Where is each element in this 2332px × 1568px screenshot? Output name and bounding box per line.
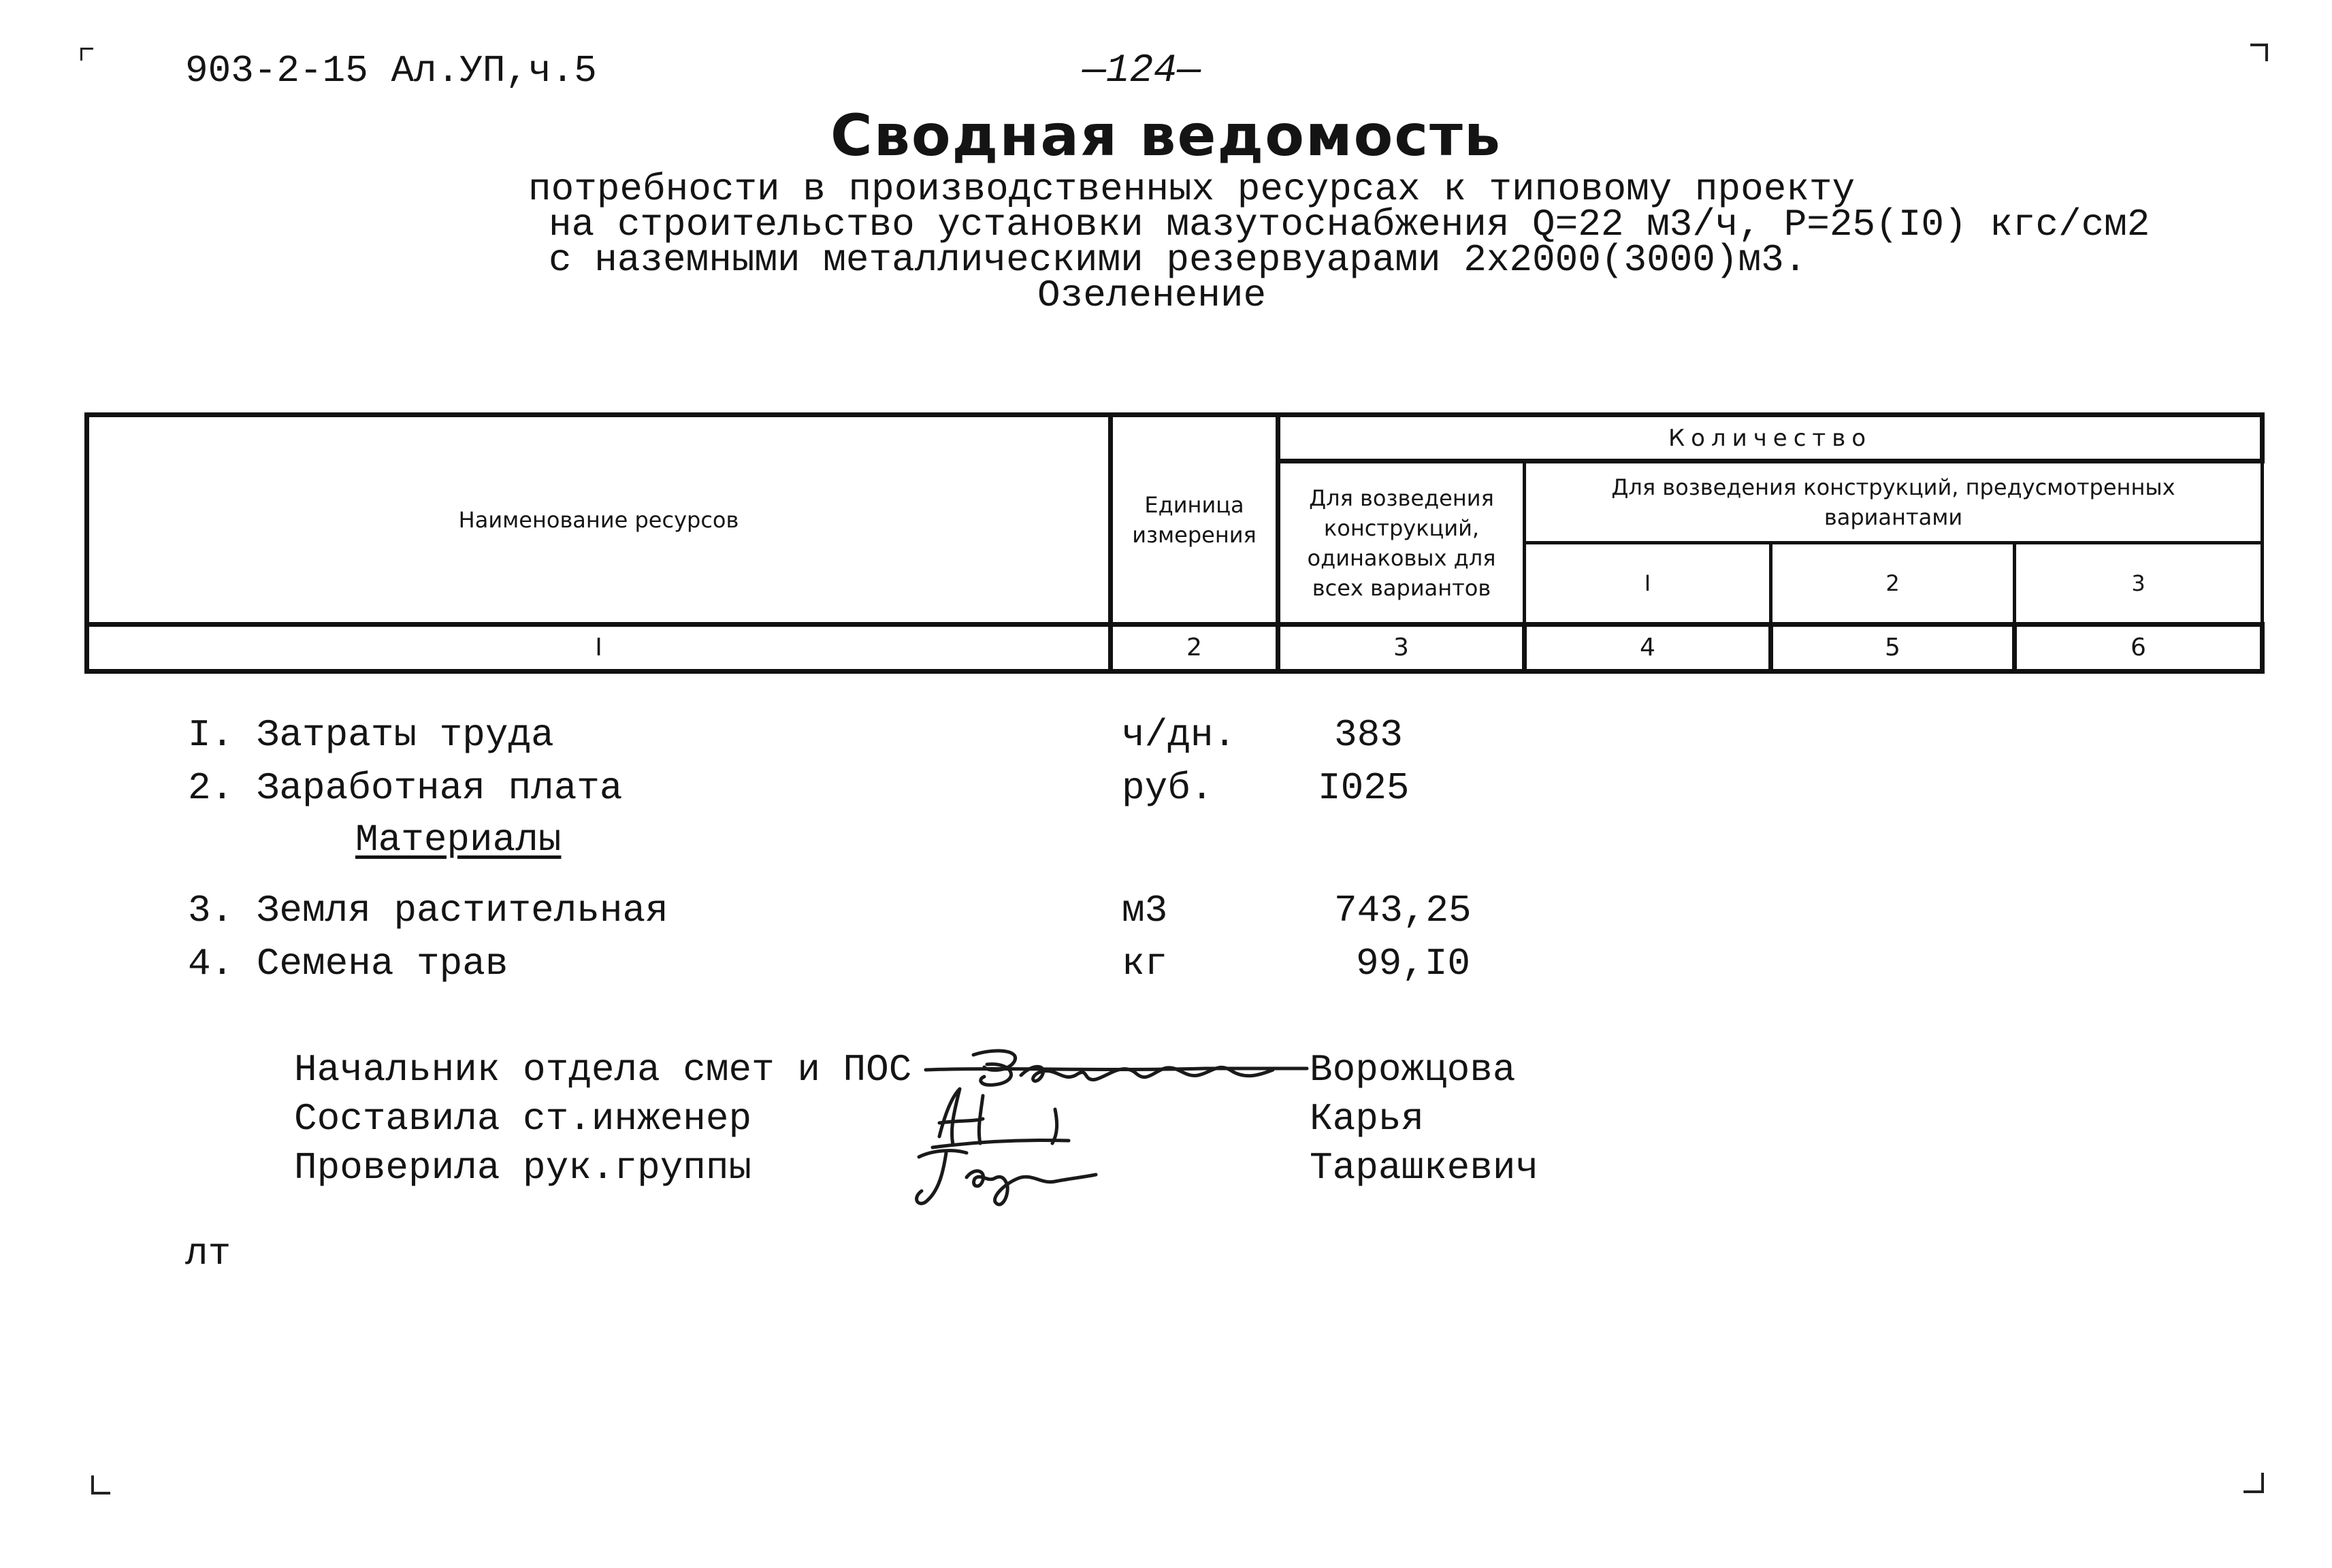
document-code: 903-2-15 Ал.УП,ч.5 (185, 49, 597, 93)
subtitle-line-3: с наземными металлическими резервуарами 2х2000(3000)м3. (549, 238, 1807, 282)
column-number-6: 6 (2015, 625, 2263, 672)
row-value: 383 (1334, 713, 1403, 757)
row-label: 4. Семена трав (188, 942, 508, 985)
corner-mark-bottom-left (91, 1475, 110, 1494)
column-number-3: 3 (1278, 625, 1525, 672)
signature-name: Карья (1310, 1097, 1425, 1141)
signature-name: Ворожцова (1310, 1048, 1516, 1092)
subtitle-line-1: потребности в производственных ресурсах к типовому проекту (528, 167, 1856, 211)
subtitle-line-2: на строительство установки мазутоснабжения Q=22 м3/ч, Р=25(I0) кгс/см2 (549, 203, 2150, 246)
row-label: 2. Заработная плата (188, 766, 623, 810)
row-unit: руб. (1122, 766, 1214, 810)
header-variant-construction: Для возведения конструкций, предусмотренных вариантами (1525, 461, 2263, 543)
signature-role: Проверила рук.группы (294, 1146, 752, 1190)
header-variant-1: I (1525, 543, 1771, 625)
row-label: I. Затраты труда (188, 713, 554, 757)
corner-mark-top-left (80, 48, 93, 61)
footer-mark: лт (185, 1232, 231, 1275)
signature-role: Начальник отдела смет и ПОС (294, 1048, 912, 1092)
materials-heading: Материалы (355, 818, 562, 862)
row-unit: ч/дн. (1122, 713, 1237, 757)
header-unit: Единица измерения (1111, 415, 1278, 625)
row-value: 743,25 (1334, 889, 1472, 932)
signature-role: Составила ст.инженер (294, 1097, 752, 1141)
signature-name: Тарашкевич (1310, 1146, 1539, 1190)
resources-table (84, 412, 2260, 674)
column-number-4: 4 (1525, 625, 1771, 672)
page-number: —124— (1082, 49, 1201, 93)
header-variant-3: 3 (2015, 543, 2263, 625)
row-value: 99,I0 (1356, 942, 1471, 985)
header-common-construction: Для возведения конструкций, одинаковых для всех вариантов (1278, 461, 1525, 625)
header-variant-2: 2 (1771, 543, 2015, 625)
subtitle-section: Озеленение (1037, 274, 1267, 317)
page-title: Сводная ведомость (830, 102, 1502, 169)
corner-mark-top-right (2250, 44, 2268, 61)
header-resource-name: Наименование ресурсов (87, 415, 1111, 625)
handwritten-signature-3 (892, 1137, 1103, 1218)
corner-mark-bottom-right (2244, 1473, 2264, 1493)
row-label: 3. Земля растительная (188, 889, 668, 932)
row-unit: м3 (1122, 889, 1168, 932)
column-number-1: I (87, 625, 1111, 672)
column-number-2: 2 (1111, 625, 1278, 672)
column-number-5: 5 (1771, 625, 2015, 672)
row-value: I025 (1318, 766, 1410, 810)
row-unit: кг (1122, 942, 1168, 985)
header-quantity: Количество (1278, 415, 2263, 461)
